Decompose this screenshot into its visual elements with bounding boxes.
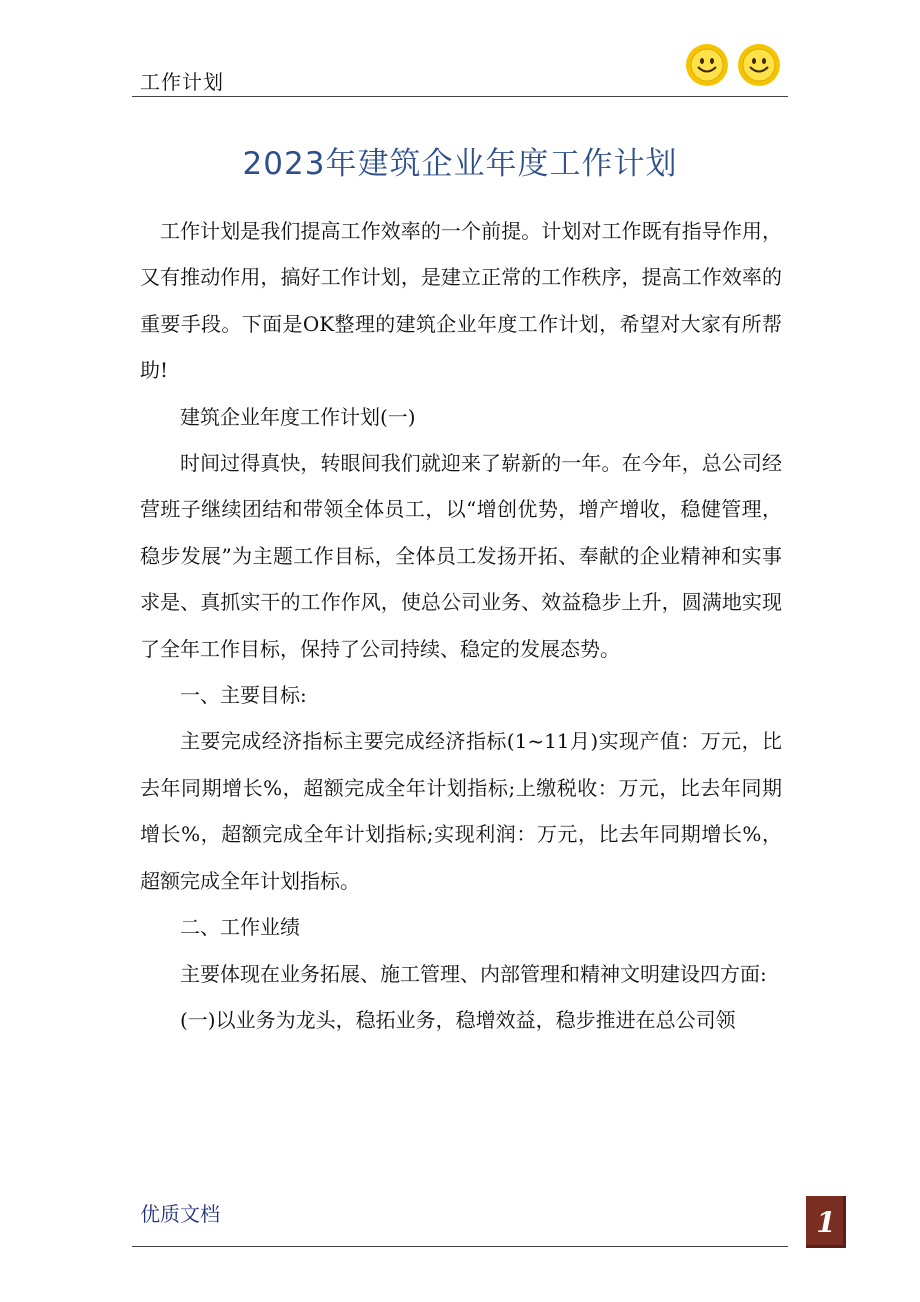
body-paragraph: 主要体现在业务拓展、施工管理、内部管理和精神文明建设四方面:	[180, 961, 767, 986]
intro-paragraph: 工作计划是我们提高工作效率的一个前提。计划对工作既有指导作用，又有推动作用，搞好工作计划，是建立正常的工作秩序，提高工作效率的重要手段。下面是OK整理的建筑企业年度工作计划，希望对大家有所帮助!	[140, 219, 782, 383]
header-divider	[132, 96, 788, 97]
section-heading: 二、工作业绩	[180, 915, 300, 940]
body-paragraph: 时间过得真快，转眼间我们就迎来了崭新的一年。在今年，总公司经营班子继续团结和带领全体员工，以“增创优势，增产增收，稳健管理，稳步发展”为主题工作目标，全体员工发扬开拓、奉献的企业精神和实事求是、真抓实干的工作作风，使总公司业务、效益稳步上升，圆满地实现了全年工作目标，保持了公司持续、稳定的发展态势。	[140, 451, 782, 661]
body-paragraph: 主要完成经济指标主要完成经济指标(1~11月)实现产值：万元，比去年同期增长%，超额完成全年计划指标;上缴税收：万元，比去年同期增长%，超额完成全年计划指标;实现利润：万元，比去年同期增长%，超额完成全年计划指标。	[140, 729, 782, 893]
header-title: 工作计划	[140, 70, 224, 94]
smiley-sun-icon	[684, 42, 730, 88]
section-heading: 建筑企业年度工作计划(一)	[180, 404, 416, 429]
page-number-badge: 1	[806, 1196, 846, 1248]
smiley-sun-icon	[736, 42, 782, 88]
document-body	[140, 208, 782, 1043]
document-title: 2023年建筑企业年度工作计划	[242, 146, 678, 182]
section-heading: 一、主要目标:	[180, 683, 307, 708]
footer-label: 优质文档	[140, 1202, 220, 1226]
body-paragraph: (一)以业务为龙头，稳拓业务，稳增效益，稳步推进在总公司领	[180, 1007, 736, 1032]
footer-divider	[132, 1246, 788, 1247]
